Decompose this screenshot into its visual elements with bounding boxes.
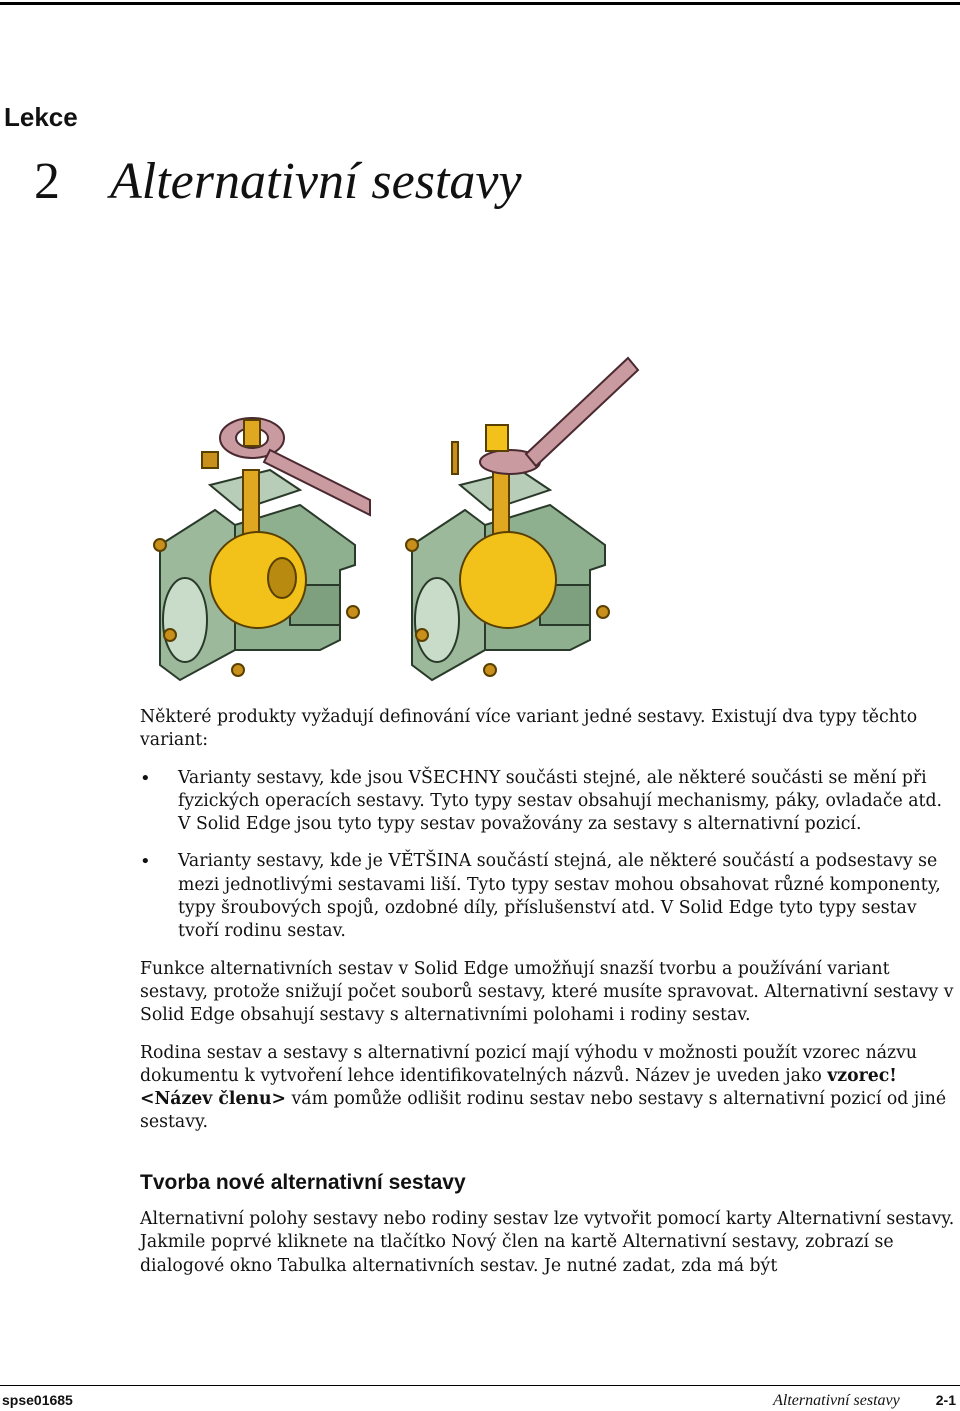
body-content: [140, 706, 958, 1292]
functions-paragraph: Funkce alternativních sestav v Solid Edge umožňují snazší tvorbu a používání variant sestavy, protože snižují počet souborů sestavy, které musíte spravovat. Alternativní sestavy v Solid Edge obsahují sestavy s alternativními polohami i rodiny sestav.: [140, 958, 954, 1026]
footer-title: Alternativní sestavy: [773, 1392, 900, 1409]
family-text-start: Rodina sestav a sestavy s alternativní pozicí mají výhodu v možnosti použít vzorec názvu dokumentu k vytvoření lehce identifikovatelných názvů. Název je uveden jako: [140, 1042, 918, 1086]
top-rule: [0, 2, 960, 5]
formula-name: vzorec!<Název členu>: [140, 1065, 897, 1110]
footer-doc-id: spse01685: [2, 1392, 73, 1408]
variant-list: [140, 767, 958, 944]
creation-paragraph: Alternativní polohy sestavy nebo rodiny sestav lze vytvořit pomocí karty Alternativní sestavy. Jakmile poprvé kliknete na tlačítko Nový člen na kartě Alternativní sestavy, zobrazí se dialogové okno Tabulka alternativních sestav. Je nutné zadat, zda má být: [140, 1209, 955, 1276]
list-item: • Varianty sestavy, kde jsou VŠECHNY součásti stejné, ale některé součásti se mění při fyzických operacích sestavy. Tyto typy sestav obsahují mechanismy, páky, ovladače atd. V Solid Edge jsou tyto typy sestav považovány za sestavy s alternativní pozicí.: [140, 767, 958, 837]
valve-left: [154, 418, 370, 680]
ball-valve-assemblies-image: [140, 350, 660, 690]
chapter-title: [34, 152, 522, 211]
footer-rule: [0, 1385, 960, 1386]
chapter-number: 2: [34, 153, 60, 210]
valve-right: [406, 358, 638, 680]
section-heading: Tvorba nové alternativní sestavy: [140, 1170, 466, 1194]
chapter-title-text: Alternativní sestavy: [110, 153, 522, 210]
page-number: 2-1: [935, 1392, 956, 1408]
list-item: • Varianty sestavy, kde je VĚTŠINA součástí stejná, ale některé součástí a podsestavy se mezi jednotlivými sestavami liší. Tyto typy sestav mohou obsahovat různé komponenty, typy šroubových spojů, ozdobné díly, příslušenství atd. V Solid Edge tyto typy sestav tvoří rodinu sestav.: [140, 850, 958, 943]
family-paragraph: [140, 1042, 958, 1135]
intro-paragraph: Některé produkty vyžadují definování více variant jedné sestavy. Existují dva typy těchto variant:: [140, 707, 918, 751]
footer-right: [773, 1392, 956, 1410]
family-text-end: vám pomůže odlišit rodinu sestav nebo sestavy s alternativní pozicí od jiné sestavy.: [140, 1089, 947, 1133]
lesson-label: Lekce: [4, 102, 78, 132]
